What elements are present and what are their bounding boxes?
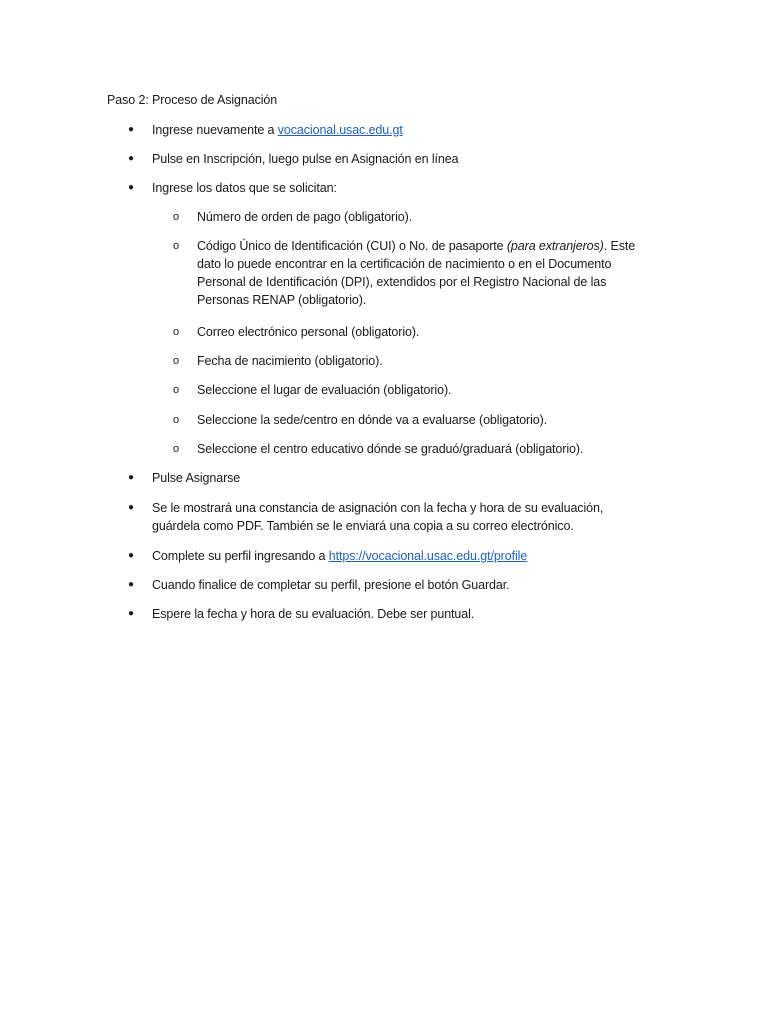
item-text: Complete su perfil ingresando a xyxy=(152,549,329,563)
sub-item-text: Número de orden de pago (obligatorio). xyxy=(197,210,413,224)
sub-item-text: Seleccione el centro educativo dónde se graduó/graduará (obligatorio). xyxy=(197,442,584,456)
bullet-icon: ● xyxy=(128,550,134,561)
bullet-icon: ● xyxy=(128,579,134,590)
bullet-icon: ● xyxy=(128,182,134,193)
section-heading: Paso 2: Proceso de Asignación xyxy=(107,93,278,107)
item-text: Espere la fecha y hora de su evaluación. Debe ser puntual. xyxy=(152,607,475,621)
circle-bullet-icon: o xyxy=(173,240,180,252)
sub-item-text: Fecha de nacimiento (obligatorio). xyxy=(197,354,383,368)
profile-link[interactable]: https://vocacional.usac.edu.gt/profile xyxy=(328,549,528,563)
circle-bullet-icon: o xyxy=(173,443,180,455)
bullet-icon: ● xyxy=(128,472,134,483)
circle-bullet-icon: o xyxy=(173,414,180,426)
bullet-icon: ● xyxy=(128,502,134,513)
item-text: Pulse Asignarse xyxy=(152,471,241,485)
vocacional-link[interactable]: vocacional.usac.edu.gt xyxy=(277,123,403,137)
sub-item-emphasis: (para extranjeros) xyxy=(506,239,604,253)
circle-bullet-icon: o xyxy=(173,355,180,367)
item-text: Pulse en Inscripción, luego pulse en Asignación en línea xyxy=(152,152,459,166)
item-text: Ingrese nuevamente a xyxy=(152,123,278,137)
sub-item-text: . Este dato lo puede encontrar en la certificación de nacimiento o en el Documento Personal de Identificación (DPI), extendidos por el Registro Nacional de las Personas RENAP (obligatorio). xyxy=(197,239,636,307)
bullet-icon: ● xyxy=(128,124,134,135)
item-text: Cuando finalice de completar su perfil, presione el botón Guardar. xyxy=(152,578,510,592)
sub-item-text: Seleccione la sede/centro en dónde va a evaluarse (obligatorio). xyxy=(197,413,548,427)
circle-bullet-icon: o xyxy=(173,384,180,396)
bullet-icon: ● xyxy=(128,608,134,619)
sub-item-text: Correo electrónico personal (obligatorio). xyxy=(197,325,420,339)
sub-item-text: Seleccione el lugar de evaluación (obligatorio). xyxy=(197,383,452,397)
circle-bullet-icon: o xyxy=(173,211,180,223)
item-text: Se le mostrará una constancia de asignación con la fecha y hora de su evaluación, guárdela como PDF. También se le enviará una copia a su correo electrónico. xyxy=(152,501,604,533)
bullet-icon: ● xyxy=(128,153,134,164)
circle-bullet-icon: o xyxy=(173,326,180,338)
item-text: Ingrese los datos que se solicitan: xyxy=(152,181,337,195)
sub-item-text: Código Único de Identificación (CUI) o No. de pasaporte xyxy=(197,239,507,253)
